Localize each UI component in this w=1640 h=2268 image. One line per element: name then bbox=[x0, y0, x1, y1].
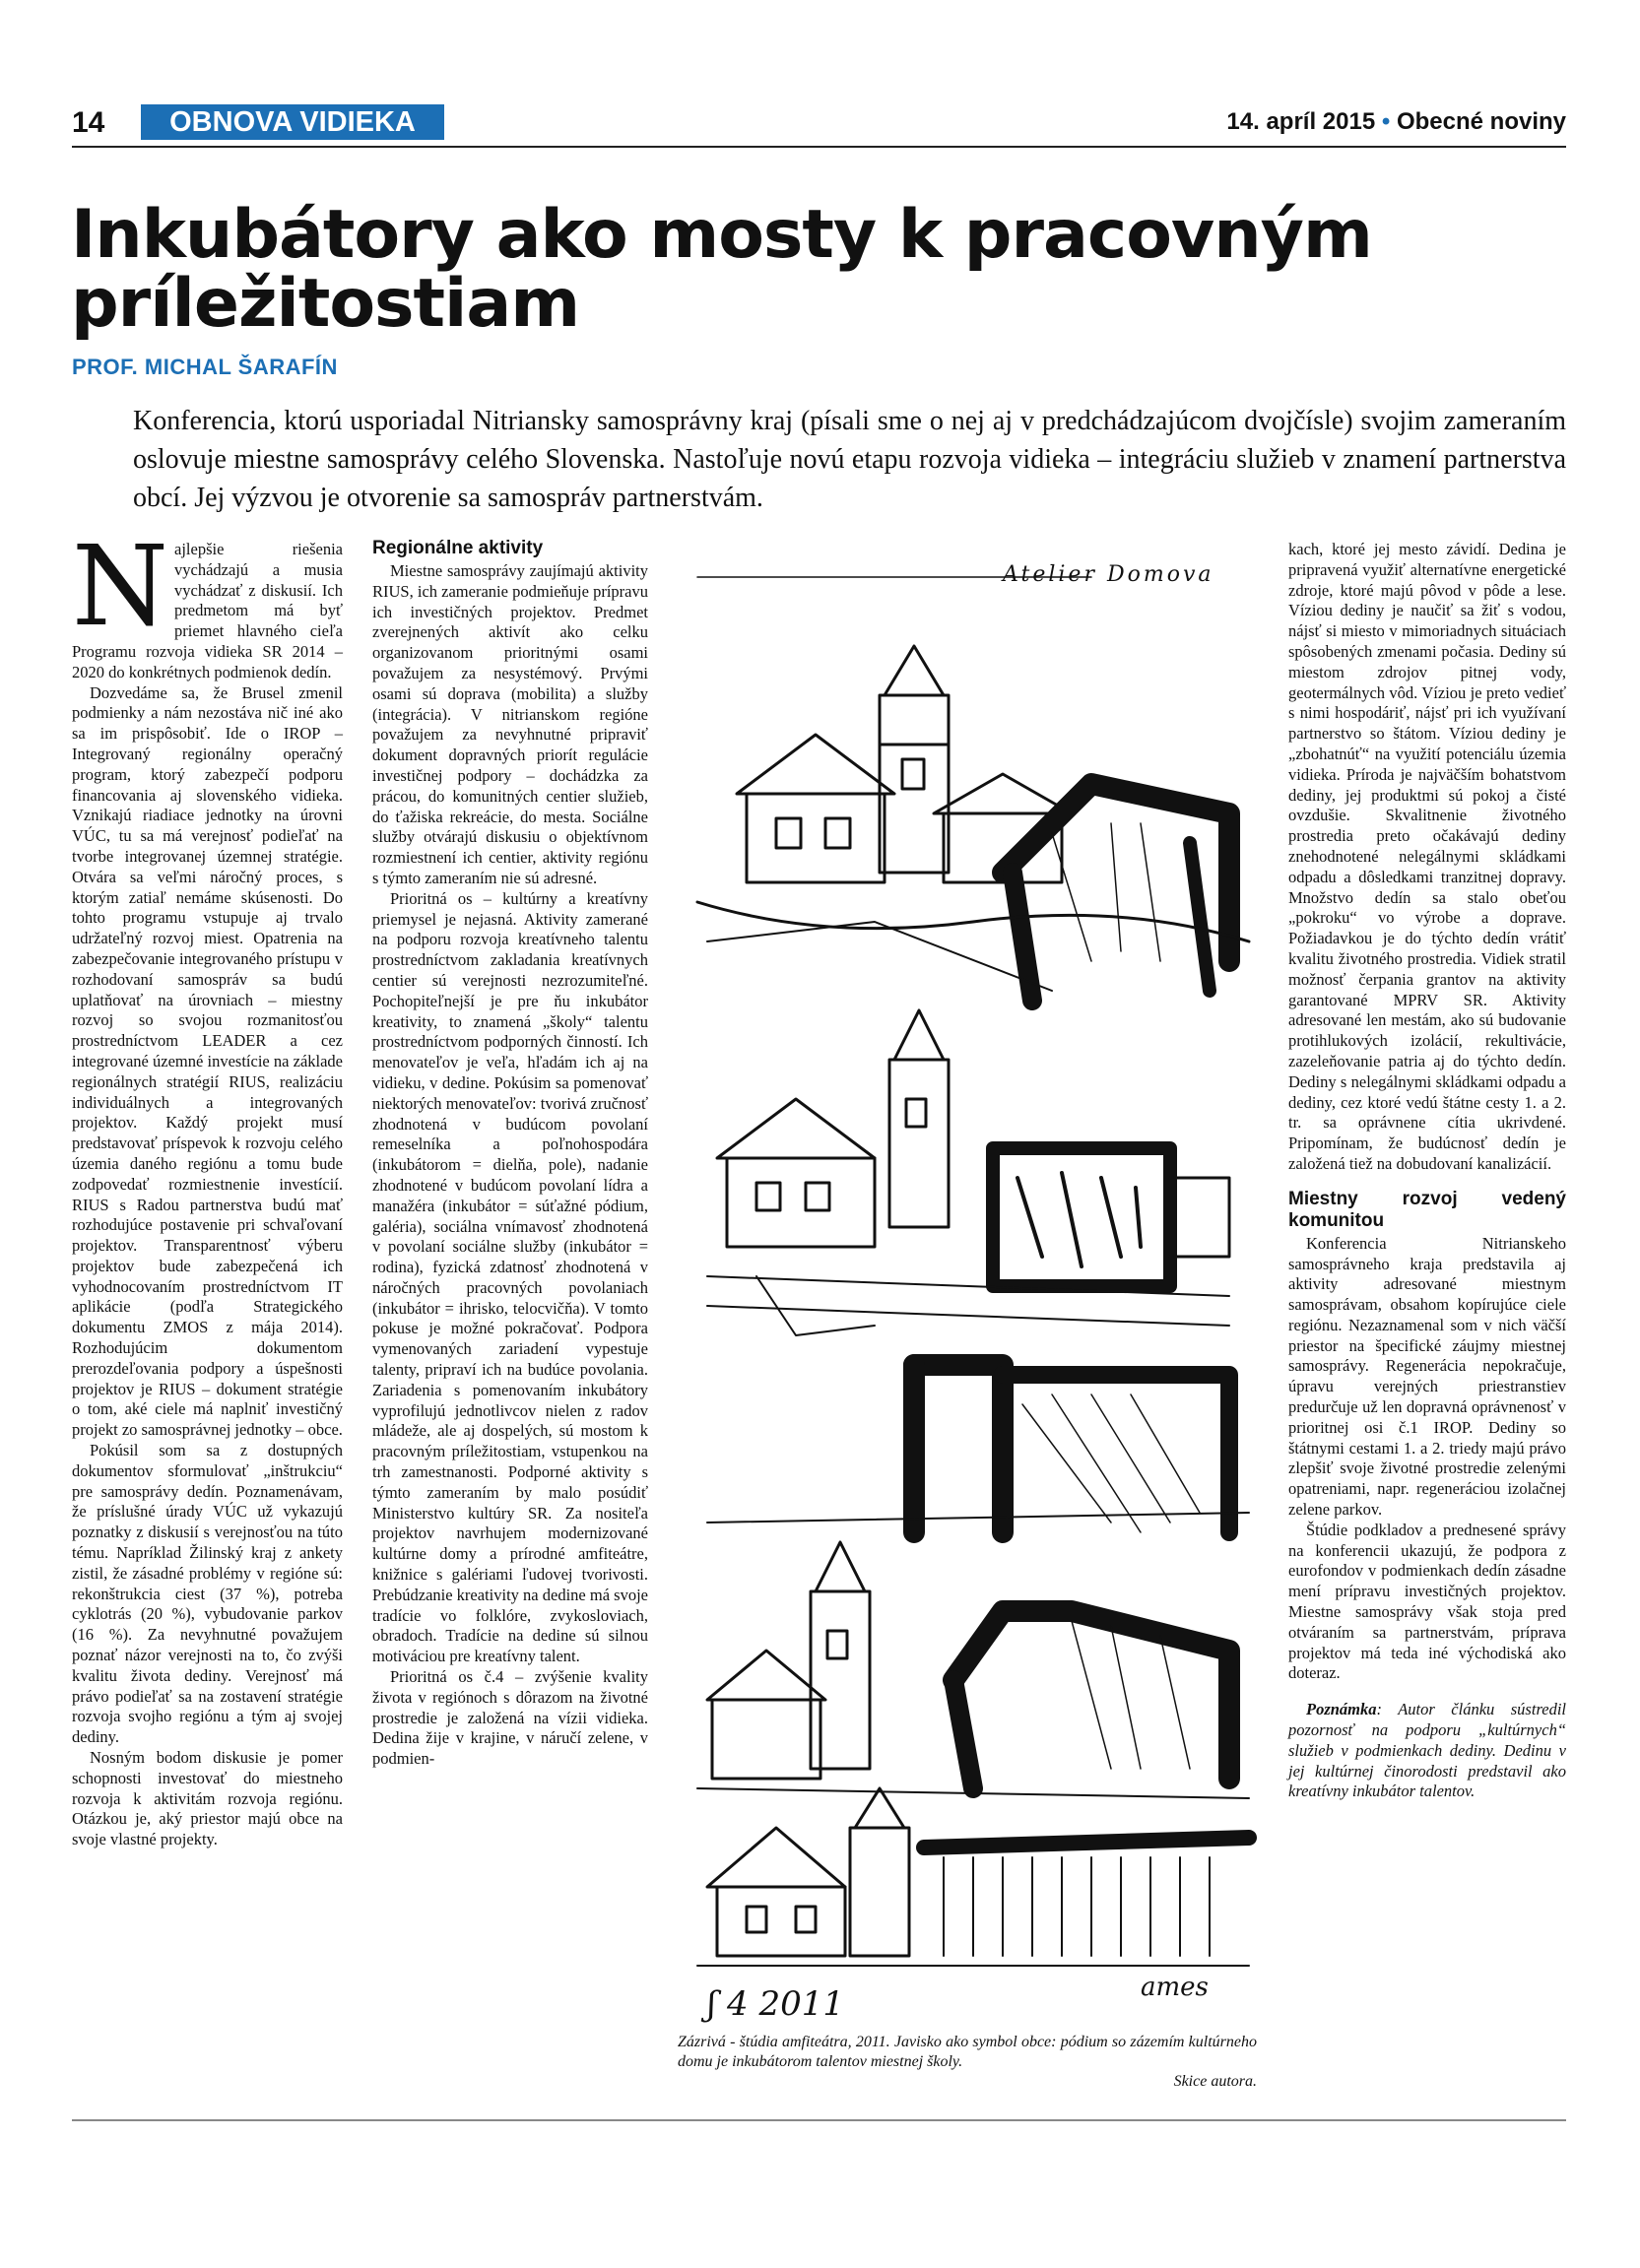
publication-name: Obecné noviny bbox=[1396, 108, 1566, 135]
figure-caption bbox=[678, 2033, 1257, 2092]
article-author: PROF. MICHAL ŠARAFÍN bbox=[72, 355, 338, 379]
paragraph: Pokúsil som sa z dostupných dokumentov sformulovať „inštrukciu“ pre samosprávy dedín. Poznamenávam, že príslušné úrady VÚC už vykazujú poznatky z diskusií s verejnosťou na túto tému. Napríklad Žilinský kraj z ankety zistil, že zásadné problémy v regióne sú: rekonštrukcia ciest (37 %), potreba cyklotrás (20 %), vybudovanie parkov (16 %). Za nevyhnutné považujem poznať názor verejnosti na to, čo zvýši kvalitu života dediny. Verejnosť má právo podieľať sa na zostavení stratégie rozvoja svojho regiónu a tým aj svojej dediny. bbox=[72, 1441, 343, 1747]
sketch-scene-3 bbox=[707, 1365, 1249, 1532]
section-label: OBNOVA VIDIEKA bbox=[141, 104, 444, 140]
caption-text: Zázrivá - štúdia amfiteátra, 2011. Javisko ako symbol obce: pódium so zázemím kultúrneho domu je inkubátorom talentov miestnej školy. bbox=[678, 2034, 1257, 2070]
note-label: Poznámka bbox=[1306, 1700, 1377, 1719]
artist-signature: ʃ 4 2011 bbox=[707, 1984, 845, 2024]
paragraph: Dozvedáme sa, že Brusel zmenil podmienky a nám nezostáva nič iné ako sa im prispôsobiť. Ide o IROP – Integrovaný regionálny operačný program, ktorý zabezpečí podporu financovania aj slovenského vidieka. Vznikajú riadiace jednotky na úrovni VÚC, tu sa má verejnosť podieľať na tvorbe integrovanej územnej stratégie. Otvára sa veľmi náročný proces, s ktorým zatiaľ nemáme skúsenosti. Do tohto programu vstupuje aj trvalo udržateľný rozvoj miest. Opatrenia na zabezpečovanie integrovaného prístupu v rozhodovaní samospráv sa budú uplatňovať na úrovniach – miestny rozvoj so svojou rozmanitosťou prostredníctvom LEADER a cez integrované územné investície na základe regionálnych stratégií RIUS, realizáciu individuálnych a integrovaných projektov. Každý projekt musí predstavovať príspevok k rozvoju celého územia daného regiónu a tomu bude zodpovedať rozmiestnenie investícií. RIUS s Radou partnerstva budú mať rozhodujúce postavenie pri schvaľovaní projektov. Transparentnosť výberu projektov bude zabezpečená ich vyhodnocovaním prostredníctvom IT aplikácie (podľa Strategického dokumentu ZMOS z mája 2014). Rozhodujúcim dokumentom prerozdeľovania podpory a úspešnosti projektov je RIUS – dokument stratégie o tom, aké ciele má naplniť investičný projekt zo samosprávnej jednotky – obce. bbox=[72, 682, 343, 1440]
footer-rule bbox=[72, 2119, 1566, 2121]
issue-date: 14. apríl 2015 bbox=[1226, 108, 1376, 135]
note-text: : Autor článku sústredil pozornosť na podporu „kultúrnych“ služieb v podmienkach dediny. Dedinu v jej kultúrnej činorodosti predstavil ako kreatívny inkubátor talentov. bbox=[1288, 1700, 1566, 1801]
paragraph: Konferencia Nitrianskeho samosprávneho kraja predstavila aj aktivity adresované miestnym samosprávam, obsahom kopírujúce ciele regiónu. Nezaznamenal som v nich väčší priestor na špecifické záujmy miestnej samosprávy. Regenerácia nepokračuje, úpravu verejných priestranstiev predurčuje už len dopravná oprávnenosť v prioritnej osi č.1 IROP. Dediny so štátnymi cestami 1. a 2. triedy majú právo zlepšiť svoje životné prostredie zelenými opatreniami, napr. regeneráciou izolačnej zelene parkov. bbox=[1288, 1233, 1566, 1520]
sketch-scene-4 bbox=[697, 1542, 1249, 1798]
column-1 bbox=[72, 523, 343, 1850]
column-2 bbox=[372, 538, 648, 1770]
paragraph: Najlepšie riešenia vychádzajú a musia vychádzať z diskusií. Ich predmetom má byť priemet hlavného cieľa Programu rozvoja vidieka SR 2014 – 2020 do konkrétnych podmienok dedín. bbox=[72, 523, 343, 681]
atelier-label: Atelier Domova bbox=[1003, 562, 1214, 587]
page-number: 14 bbox=[72, 106, 105, 139]
paragraph: Nosným bodom diskusie je pomer schopnosti investovať do miestneho rozvoja k aktivitám rozvoja regiónu. Otázkou je, aký priestor majú obce na svoje vlastné projekty. bbox=[72, 1748, 343, 1849]
column-4 bbox=[1288, 540, 1566, 1802]
sketch-illustration bbox=[678, 548, 1257, 2025]
page-header bbox=[72, 102, 1566, 148]
paragraph: Prioritná os č.4 – zvýšenie kvality života v regiónoch s dôrazom na životné prostredie je založená na vízii vidieka. Dedina žije v krajine, v náručí zelene, v podmien- bbox=[372, 1667, 648, 1769]
sketch-scene-2 bbox=[707, 1010, 1229, 1335]
subheading-regional-activities: Regionálne aktivity bbox=[372, 538, 544, 558]
paragraph: Miestne samosprávy zaujímajú aktivity RIUS, ich zameranie podmieňuje prípravu ich investičných projektov. Predmet zverejnených aktivít ako celku organizovanom prioritnými osami považujem za nesystémový. Prvými osami sú doprava (mobilita) a služby (integrácia). V nitrianskom regióne považujem za nevyhnutné pripraviť dokument dopravných priorít regulácie investičnej podpory – dochádzka za prácou, do komunitných centier služieb, do ťažiska rekreácie, do mesta. Sociálne služby otvárajú diskusiu o objektívnom rozmiestnení ich centier, aktivity regiónu s týmto zameraním nie sú adresné. bbox=[372, 561, 648, 887]
paragraph: Prioritná os – kultúrny a kreatívny priemysel je nejasná. Aktivity zamerané na podporu rozvoja kreatívneho talentu prostredníctvom zakladania kreatívnych centier sú verejnosti nezrozumiteľné. Pochopiteľnejší je pre ňu inkubátor kreativity, to znamená „školy“ talentu prostredníctvom podporných činností. Ich menovateľov je veľa, hľadám ich aj na vidieku, v dedine. Pokúsim sa pomenovať niektorých menovateľov: tvorivá zručnosť zhodnotená v budúcom povolaní remeselníka a poľnohospodára (inkubátorom = dielňa, pole), nadanie zhodnotené v budúcom povolaní lídra a manažéra (inkubátor = súťažné pódium, galéria), sociálna vnímavosť zhodnotená v povolaní sociálne služby (inkubátor = rodina), fyzická zdatnosť zhodnotená v náročných pracovných povolaniach (inkubátor = ihrisko, telocvičňa). V tomto pokuse je možné pokračovať. Podpora vymenovaných zariadení vypestuje talenty, pripraví ich na budúce povolania. Zariadenia s pomenovaním inkubátory vyprofilujú jednotlivcov nielen z radov mládeže, ale aj dospelých, sú mostom k pracovným príležitostiam, vstupenkou na trh zamestnanosti. Podporné aktivity s týmto zameraním by malo posúdiť Ministerstvo kultúry SR. Za nositeľa projektov navrhujem modernizované kultúrne domy a prírodné amfiteátre, knižnice s galériami ľudovej tvorivosti. Prebúdzanie kreativity na dedine má svoje tradície vo folklóre, zvykosloviach, obradoch. Tradície na dedine sú silnou motiváciou pre kreatívny talent. bbox=[372, 888, 648, 1666]
artist-signature-2: ames bbox=[1141, 1973, 1209, 2002]
separator-bullet: • bbox=[1381, 108, 1391, 135]
article-title: Inkubátory ako mosty k pracovným príležitostiam bbox=[71, 196, 1372, 343]
drop-cap: N bbox=[72, 523, 168, 651]
caption-credit: Skice autora. bbox=[1173, 2073, 1257, 2090]
article-lead: Konferencia, ktorú usporiadal Nitriansky samosprávny kraj (písali sme o nej aj v predchádzajúcom dvojčísle) svojim zameraním oslovuje miestne samosprávy celého Slovenska. Nastoľuje novú etapu rozvoja vidieka – integráciu služieb v znamení partnerstva obcí. Jej výzvou je otvorenie sa samospráv partnerstvám. bbox=[133, 406, 1566, 513]
subheading-community-development: Miestny rozvoj vedený komunitou bbox=[1288, 1188, 1566, 1231]
sketch-scene-1 bbox=[697, 646, 1249, 1001]
paragraph: Štúdie podkladov a prednesené správy na konferencii ukazujú, že podpora z eurofondov v podmienkach dedín zásadne mení prípravu investičných projektov. Miestne samosprávy však stoja pred otváraním sa partnerstvám, príprava projektov má teda iné východiská ako doteraz. bbox=[1288, 1520, 1566, 1683]
author-note bbox=[1288, 1700, 1566, 1802]
sketch-scene-5 bbox=[697, 1788, 1249, 1966]
paragraph: kach, ktoré jej mesto závidí. Dedina je pripravená využiť alternatívne energetické zdroje, ktoré majú pôvod v pôde a lese. Víziou dediny je naučiť sa žiť s vodou, nájsť si miesto v mimoriadnych situáciach spôsobených zmenami počasia. Dediny sú miestom zdrojov pitnej vody, geotermálnych vôd. Víziou je preto vedieť s nimi hospodáriť, nájsť pri ich využívaní partnerstvo so štátom. Víziou dediny je „zbohatnúť“ na využití potenciálu územia vidieka. Príroda je najväčším bohatstvom dediny, jej produktmi sú pokoj a čisté ovzdušie. Skvalitnenie životného prostredia preto očakávajú dediny znehodnotené nelegálnymi skládkami odpadu a dôsledkami tranzitnej dopravy. Množstvo dedín sa stalo obeťou „pokroku“ vo výrobe a doprave. Požiadavkou je do týchto dedín vrátiť kvalitu životného prostredia. Vidiek stratil možnosť čerpania grantov na aktivity garantované MPRV SR. Aktivity adresované len mestám, ako sú budovanie protihlukových izolácií, rekultivácie, zazeleňovanie patria aj do týchto dedín. Dediny s nelegálnymi skládkami odpadu a dediny, cez ktoré vedú štátne cesty 1. a 2. tr. sa oprávnene cítia ukrivdené. Pripomínam, že budúcnosť dedín je založená tiež na dobudovaní kanalizácií. bbox=[1288, 540, 1566, 1173]
publication-info bbox=[1226, 108, 1566, 136]
